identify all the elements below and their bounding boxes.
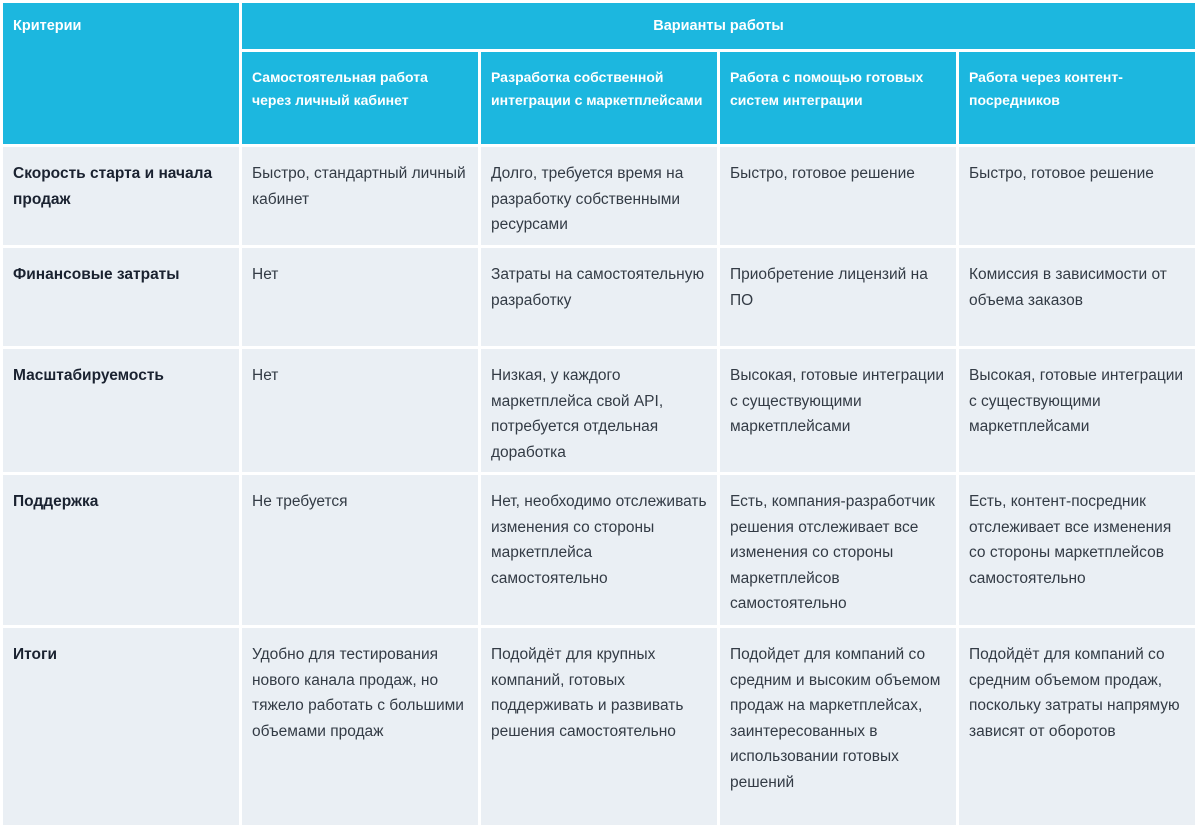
row-criterion-support	[3, 475, 239, 625]
cell-text: Быстро, готовое решение	[969, 165, 1154, 182]
cell-text: Долго, требуется время на разработку собственными ресурсами	[491, 165, 684, 233]
variants-header-label: Варианты работы	[653, 18, 784, 34]
table-cell	[959, 349, 1195, 472]
cell-text: Есть, контент-посредник отслеживает все изменения со стороны маркетплейсов самостоятельно	[969, 493, 1172, 587]
criterion-label: Итоги	[13, 646, 57, 663]
cell-text: Есть, компания-разработчик решения отслеживает все изменения со стороны маркетплейсов самостоятельно	[730, 493, 935, 612]
cell-text: Низкая, у каждого маркетплейса свой API, потребуется отдельная доработка	[491, 367, 664, 461]
table-cell	[481, 248, 717, 346]
cell-text: Высокая, готовые интеграции с существующими маркетплейсами	[730, 367, 945, 435]
table-cell	[242, 475, 478, 625]
row-criterion-scalability	[3, 349, 239, 472]
criterion-label: Масштабируемость	[13, 367, 164, 384]
cell-text: Приобретение лицензий на ПО	[730, 266, 928, 309]
table-cell	[242, 349, 478, 472]
table-cell	[720, 248, 956, 346]
cell-text: Нет, необходимо отслеживать изменения со стороны маркетплейса самостоятельно	[491, 493, 707, 587]
table-cell	[481, 628, 717, 825]
table-cell	[720, 475, 956, 625]
table-cell	[720, 628, 956, 825]
table-cell	[242, 147, 478, 245]
table-cell	[242, 628, 478, 825]
cell-text: Подойдет для компаний со средним и высоким объемом продаж на маркетплейсах, заинтересованных в использовании готовых решений	[730, 646, 941, 791]
cell-text: Подойдёт для компаний со средним объемом продаж, поскольку затраты напрямую зависят от оборотов	[969, 646, 1180, 740]
table-cell	[959, 475, 1195, 625]
criterion-label: Скорость старта и начала продаж	[13, 165, 213, 208]
criterion-label: Финансовые затраты	[13, 266, 180, 283]
table-cell	[481, 475, 717, 625]
cell-text: Нет	[252, 266, 279, 283]
table-cell	[242, 248, 478, 346]
cell-text: Комиссия в зависимости от объема заказов	[969, 266, 1167, 309]
criteria-header-label: Критерии	[13, 18, 82, 34]
cell-text: Нет	[252, 367, 279, 384]
option-header-label: Работа с помощью готовых систем интеграции	[730, 69, 924, 108]
table-cell	[959, 248, 1195, 346]
table-cell	[481, 147, 717, 245]
table-cell	[720, 147, 956, 245]
option-header-ready-systems	[720, 52, 956, 144]
cell-text: Затраты на самостоятельную разработку	[491, 266, 705, 309]
option-header-personal-cabinet	[242, 52, 478, 144]
option-header-own-integration	[481, 52, 717, 144]
table-cell	[720, 349, 956, 472]
cell-text: Быстро, стандартный личный кабинет	[252, 165, 466, 208]
cell-text: Высокая, готовые интеграции с существующими маркетплейсами	[969, 367, 1184, 435]
cell-text: Не требуется	[252, 493, 348, 510]
cell-text: Быстро, готовое решение	[730, 165, 915, 182]
cell-text: Подойдёт для крупных компаний, готовых поддерживать и развивать решения самостоятельно	[491, 646, 684, 740]
option-header-label: Самостоятельная работа через личный кабинет	[252, 69, 428, 108]
comparison-table	[3, 3, 1195, 825]
option-header-label: Разработка собственной интеграции с маркетплейсами	[491, 69, 703, 108]
option-header-label: Работа через контент-посредников	[969, 69, 1123, 108]
row-criterion-costs	[3, 248, 239, 346]
option-header-content-intermediaries	[959, 52, 1195, 144]
variants-header	[242, 3, 1195, 49]
cell-text: Удобно для тестирования нового канала продаж, но тяжело работать с большими объемами продаж	[252, 646, 464, 740]
table-cell	[959, 147, 1195, 245]
criterion-label: Поддержка	[13, 493, 99, 510]
table-cell	[481, 349, 717, 472]
table-cell	[959, 628, 1195, 825]
row-criterion-summary	[3, 628, 239, 825]
row-criterion-speed	[3, 147, 239, 245]
criteria-header	[3, 3, 239, 144]
